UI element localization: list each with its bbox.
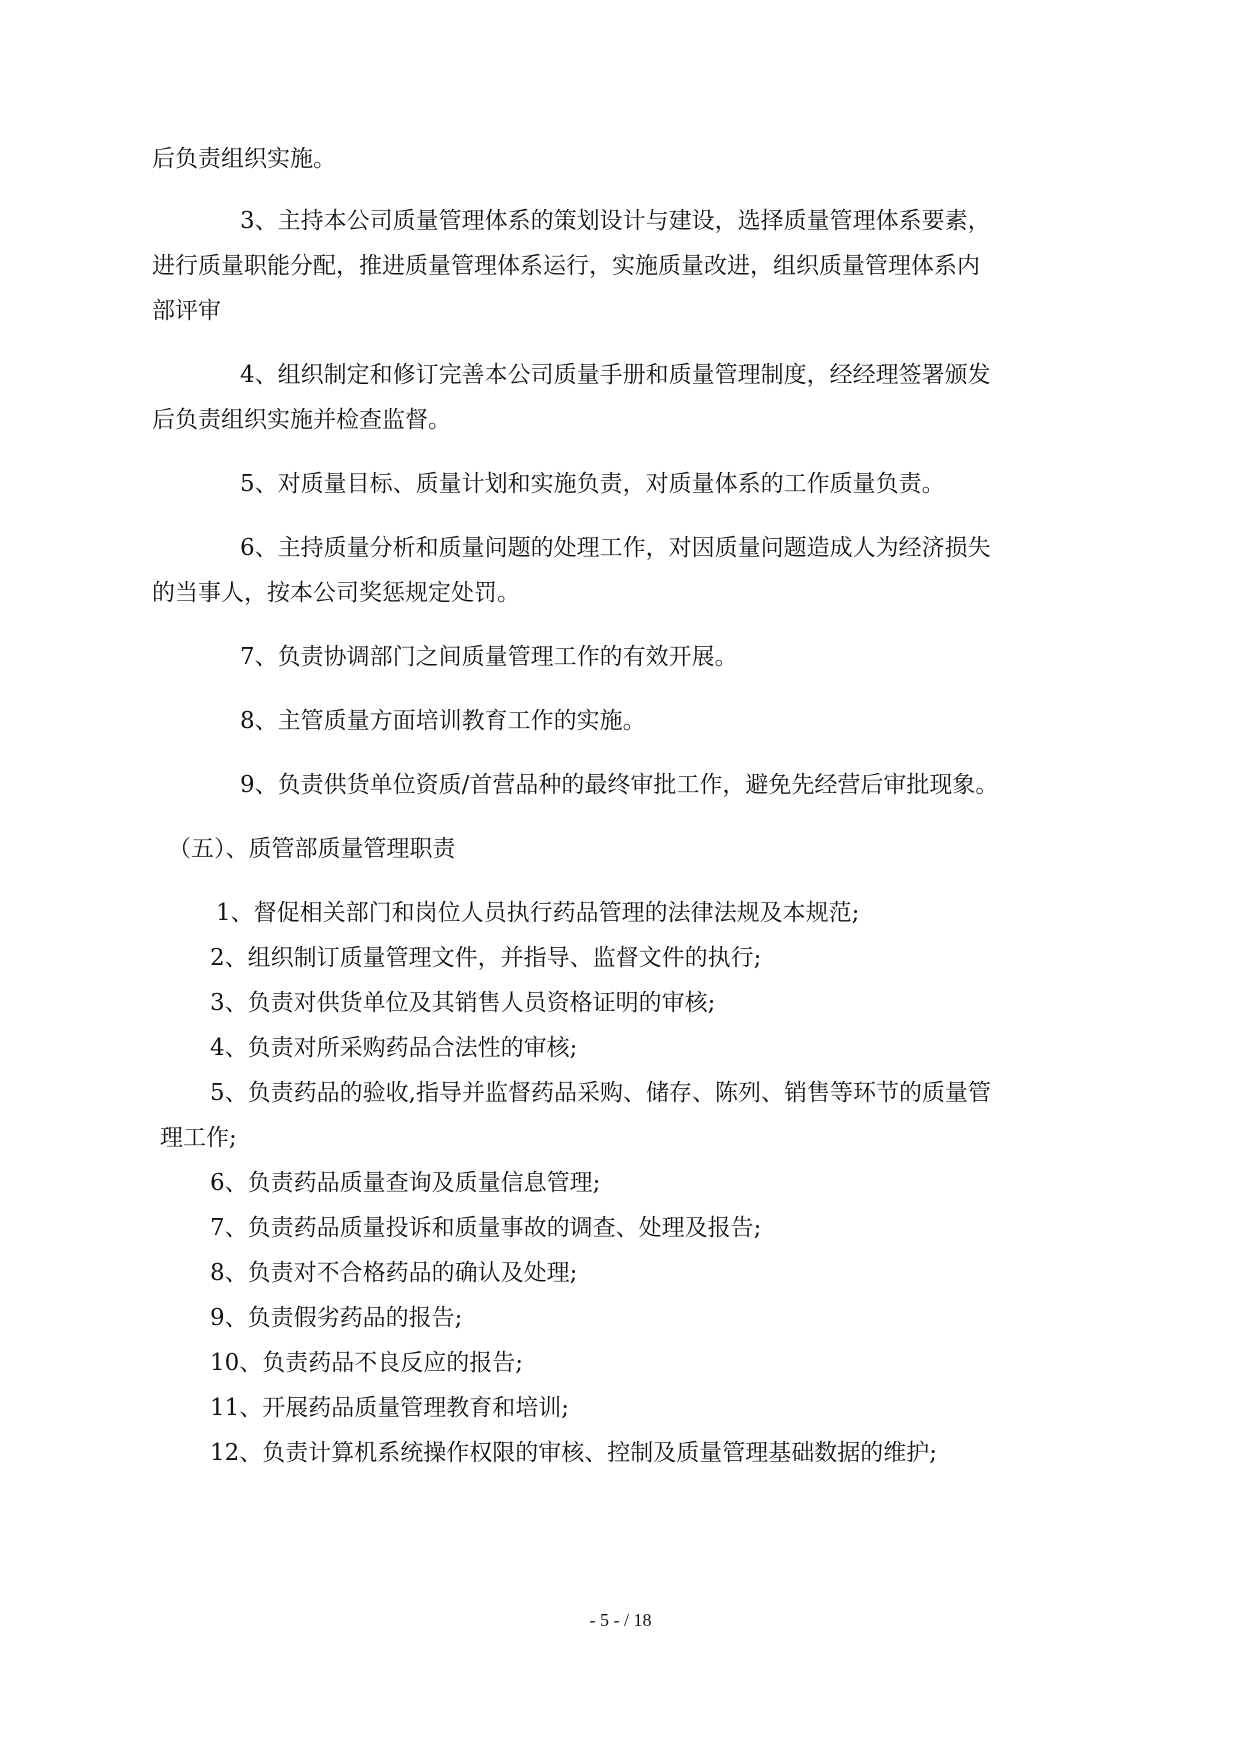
duty-item: 7、负责药品质量投诉和质量事故的调查、处理及报告; [210, 1215, 762, 1241]
duty-item: 4、负责对所采购药品合法性的审核; [210, 1035, 578, 1061]
duty-item: 1、督促相关部门和岗位人员执行药品管理的法律法规及本规范; [216, 900, 860, 926]
duty-item: 8、负责对不合格药品的确认及处理; [210, 1260, 578, 1286]
paragraph-line: 5、对质量目标、质量计划和实施负责，对质量体系的工作质量负责。 [240, 471, 945, 497]
paragraph-line: 4、组织制定和修订完善本公司质量手册和质量管理制度，经经理签署颁发 [240, 362, 991, 388]
paragraph-line: 9、负责供货单位资质/首营品种的最终审批工作，避免先经营后审批现象。 [240, 772, 999, 798]
paragraph-line: 部评审 [152, 298, 221, 324]
page-number: - 5 - / 18 [589, 1610, 652, 1630]
paragraph-line: 进行质量职能分配，推进质量管理体系运行，实施质量改进，组织质量管理体系内 [152, 253, 980, 279]
paragraph-line: 8、主管质量方面培训教育工作的实施。 [240, 708, 646, 734]
paragraph-line: 后负责组织实施。 [152, 146, 336, 172]
duty-item: 9、负责假劣药品的报告; [210, 1305, 463, 1331]
paragraph-line: 的当事人，按本公司奖惩规定处罚。 [152, 580, 520, 606]
duty-item: 2、组织制订质量管理文件，并指导、监督文件的执行; [210, 945, 762, 971]
paragraph-line: 3、主持本公司质量管理体系的策划设计与建设，选择质量管理体系要素， [240, 208, 991, 234]
paragraph-line: 6、主持质量分析和质量问题的处理工作，对因质量问题造成人为经济损失 [240, 535, 991, 561]
paragraph-line: 7、负责协调部门之间质量管理工作的有效开展。 [240, 644, 738, 670]
duty-item: 12、负责计算机系统操作权限的审核、控制及质量管理基础数据的维护; [210, 1440, 938, 1466]
paragraph-line: 后负责组织实施并检查监督。 [152, 407, 451, 433]
duty-item: 10、负责药品不良反应的报告; [210, 1350, 524, 1376]
duty-item: 5、负责药品的验收,指导并监督药品采购、储存、陈列、销售等环节的质量管 [210, 1080, 991, 1106]
section-title: （五）、质管部质量管理职责 [168, 836, 456, 862]
duty-item: 6、负责药品质量查询及质量信息管理; [210, 1170, 601, 1196]
duty-item-continuation: 理工作; [160, 1125, 237, 1151]
duty-item: 11、开展药品质量管理教育和培训; [210, 1395, 570, 1421]
duty-item: 3、负责对供货单位及其销售人员资格证明的审核; [210, 990, 716, 1016]
